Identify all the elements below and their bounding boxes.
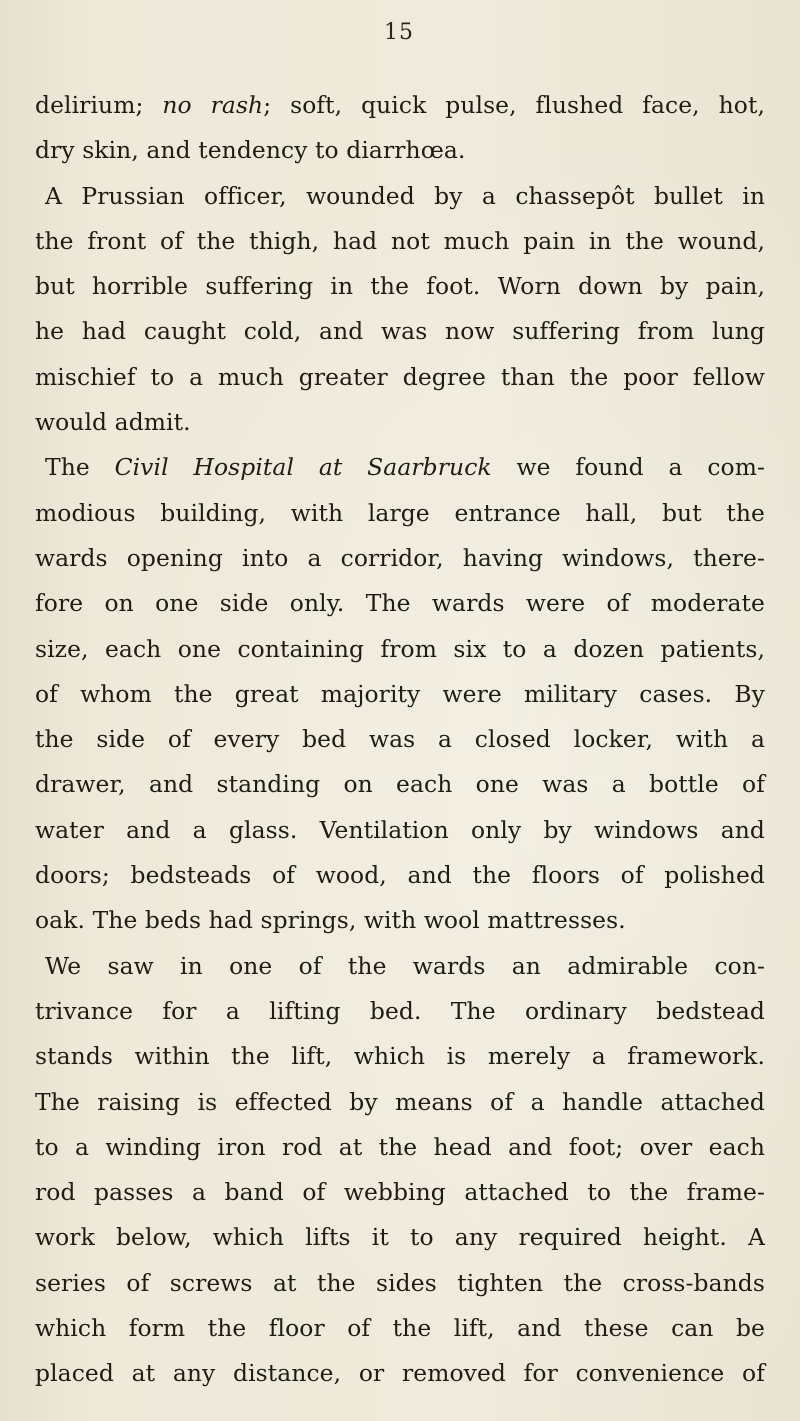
- text-span: would admit.: [35, 408, 191, 437]
- text-span: placed at any distance, or removed for convenience of: [35, 1359, 765, 1388]
- text-span: of whom the great majority were military cases. By: [35, 679, 765, 708]
- text-line: [35, 1125, 765, 1170]
- text-line: [35, 1261, 765, 1306]
- text-span: wards opening into a corridor, having windows, there-: [35, 543, 765, 572]
- text-line: [35, 717, 765, 762]
- text-span: water and a glass. Ventilation only by windows and: [35, 815, 765, 844]
- text-line: [35, 445, 765, 490]
- text-span: the front of the thigh, had not much pain in the wound,: [35, 226, 765, 255]
- text-span: but horrible suffering in the foot. Worn down by pain,: [35, 272, 765, 301]
- italic-text: Civil Hospital at Saarbruck: [114, 453, 492, 482]
- text-line: [35, 989, 765, 1034]
- text-span: modious building, with large entrance hall, but the: [35, 498, 765, 527]
- text-span: to a winding iron rod at the head and foot; over each: [35, 1132, 765, 1161]
- text-span: we found a com-: [491, 453, 765, 482]
- text-line: [35, 853, 765, 898]
- text-line: [35, 400, 765, 445]
- text-line: [35, 1351, 765, 1396]
- text-span: We saw in one of the wards an admirable con-: [45, 951, 765, 980]
- text-line: [35, 174, 765, 219]
- text-line: [35, 808, 765, 853]
- text-span: which form the floor of the lift, and these can be: [35, 1314, 765, 1343]
- text-span: work below, which lifts it to any required height. A: [35, 1223, 765, 1252]
- text-line: [35, 1080, 765, 1125]
- text-span: A Prussian officer, wounded by a chassepôt bullet in: [45, 181, 765, 210]
- text-line: [35, 898, 765, 943]
- text-span: ; soft, quick pulse, flushed face, hot,: [263, 91, 765, 119]
- text-span: The: [45, 453, 115, 482]
- text-span: stands within the lift, which is merely a framework.: [35, 1042, 765, 1071]
- text-span: size, each one containing from six to a dozen patients,: [35, 634, 765, 663]
- text-span: mischief to a much greater degree than the poor fellow: [35, 362, 765, 391]
- text-line: [35, 1215, 765, 1260]
- text-line: [35, 581, 765, 626]
- text-span: the side of every bed was a closed locker, with a: [35, 725, 765, 754]
- text-span: The raising is effected by means of a handle attached: [35, 1087, 765, 1116]
- text-span: trivance for a lifting bed. The ordinary bedstead: [35, 996, 765, 1025]
- text-line: [35, 672, 765, 717]
- text-span: rod passes a band of webbing attached to the frame-: [35, 1178, 765, 1207]
- body-text: [35, 83, 765, 1397]
- text-line: [35, 1170, 765, 1215]
- text-line: [35, 1306, 765, 1351]
- text-line: [35, 264, 765, 309]
- text-span: oak. The beds had springs, with wool mattresses.: [35, 906, 626, 935]
- page-number: 15: [384, 20, 414, 45]
- text-span: delirium;: [35, 91, 163, 119]
- text-line: [35, 219, 765, 264]
- text-line: [35, 627, 765, 672]
- text-line: [35, 944, 765, 989]
- text-line: [35, 309, 765, 354]
- text-line: [35, 762, 765, 807]
- text-span: fore on one side only. The wards were of moderate: [35, 589, 765, 618]
- text-span: dry skin, and tendency to diarrhœa.: [35, 136, 466, 165]
- text-line: [35, 491, 765, 536]
- text-span: doors; bedsteads of wood, and the floors of polished: [35, 861, 765, 890]
- text-line: [35, 1034, 765, 1079]
- text-line: [35, 355, 765, 400]
- text-span: drawer, and standing on each one was a bottle of: [35, 770, 765, 799]
- text-span: series of screws at the sides tighten the cross-bands: [35, 1268, 765, 1297]
- text-line: [35, 128, 765, 173]
- text-line: [35, 83, 765, 128]
- text-line: [35, 536, 765, 581]
- italic-text: no rash: [162, 91, 264, 119]
- text-span: he had caught cold, and was now suffering from lung: [35, 317, 765, 346]
